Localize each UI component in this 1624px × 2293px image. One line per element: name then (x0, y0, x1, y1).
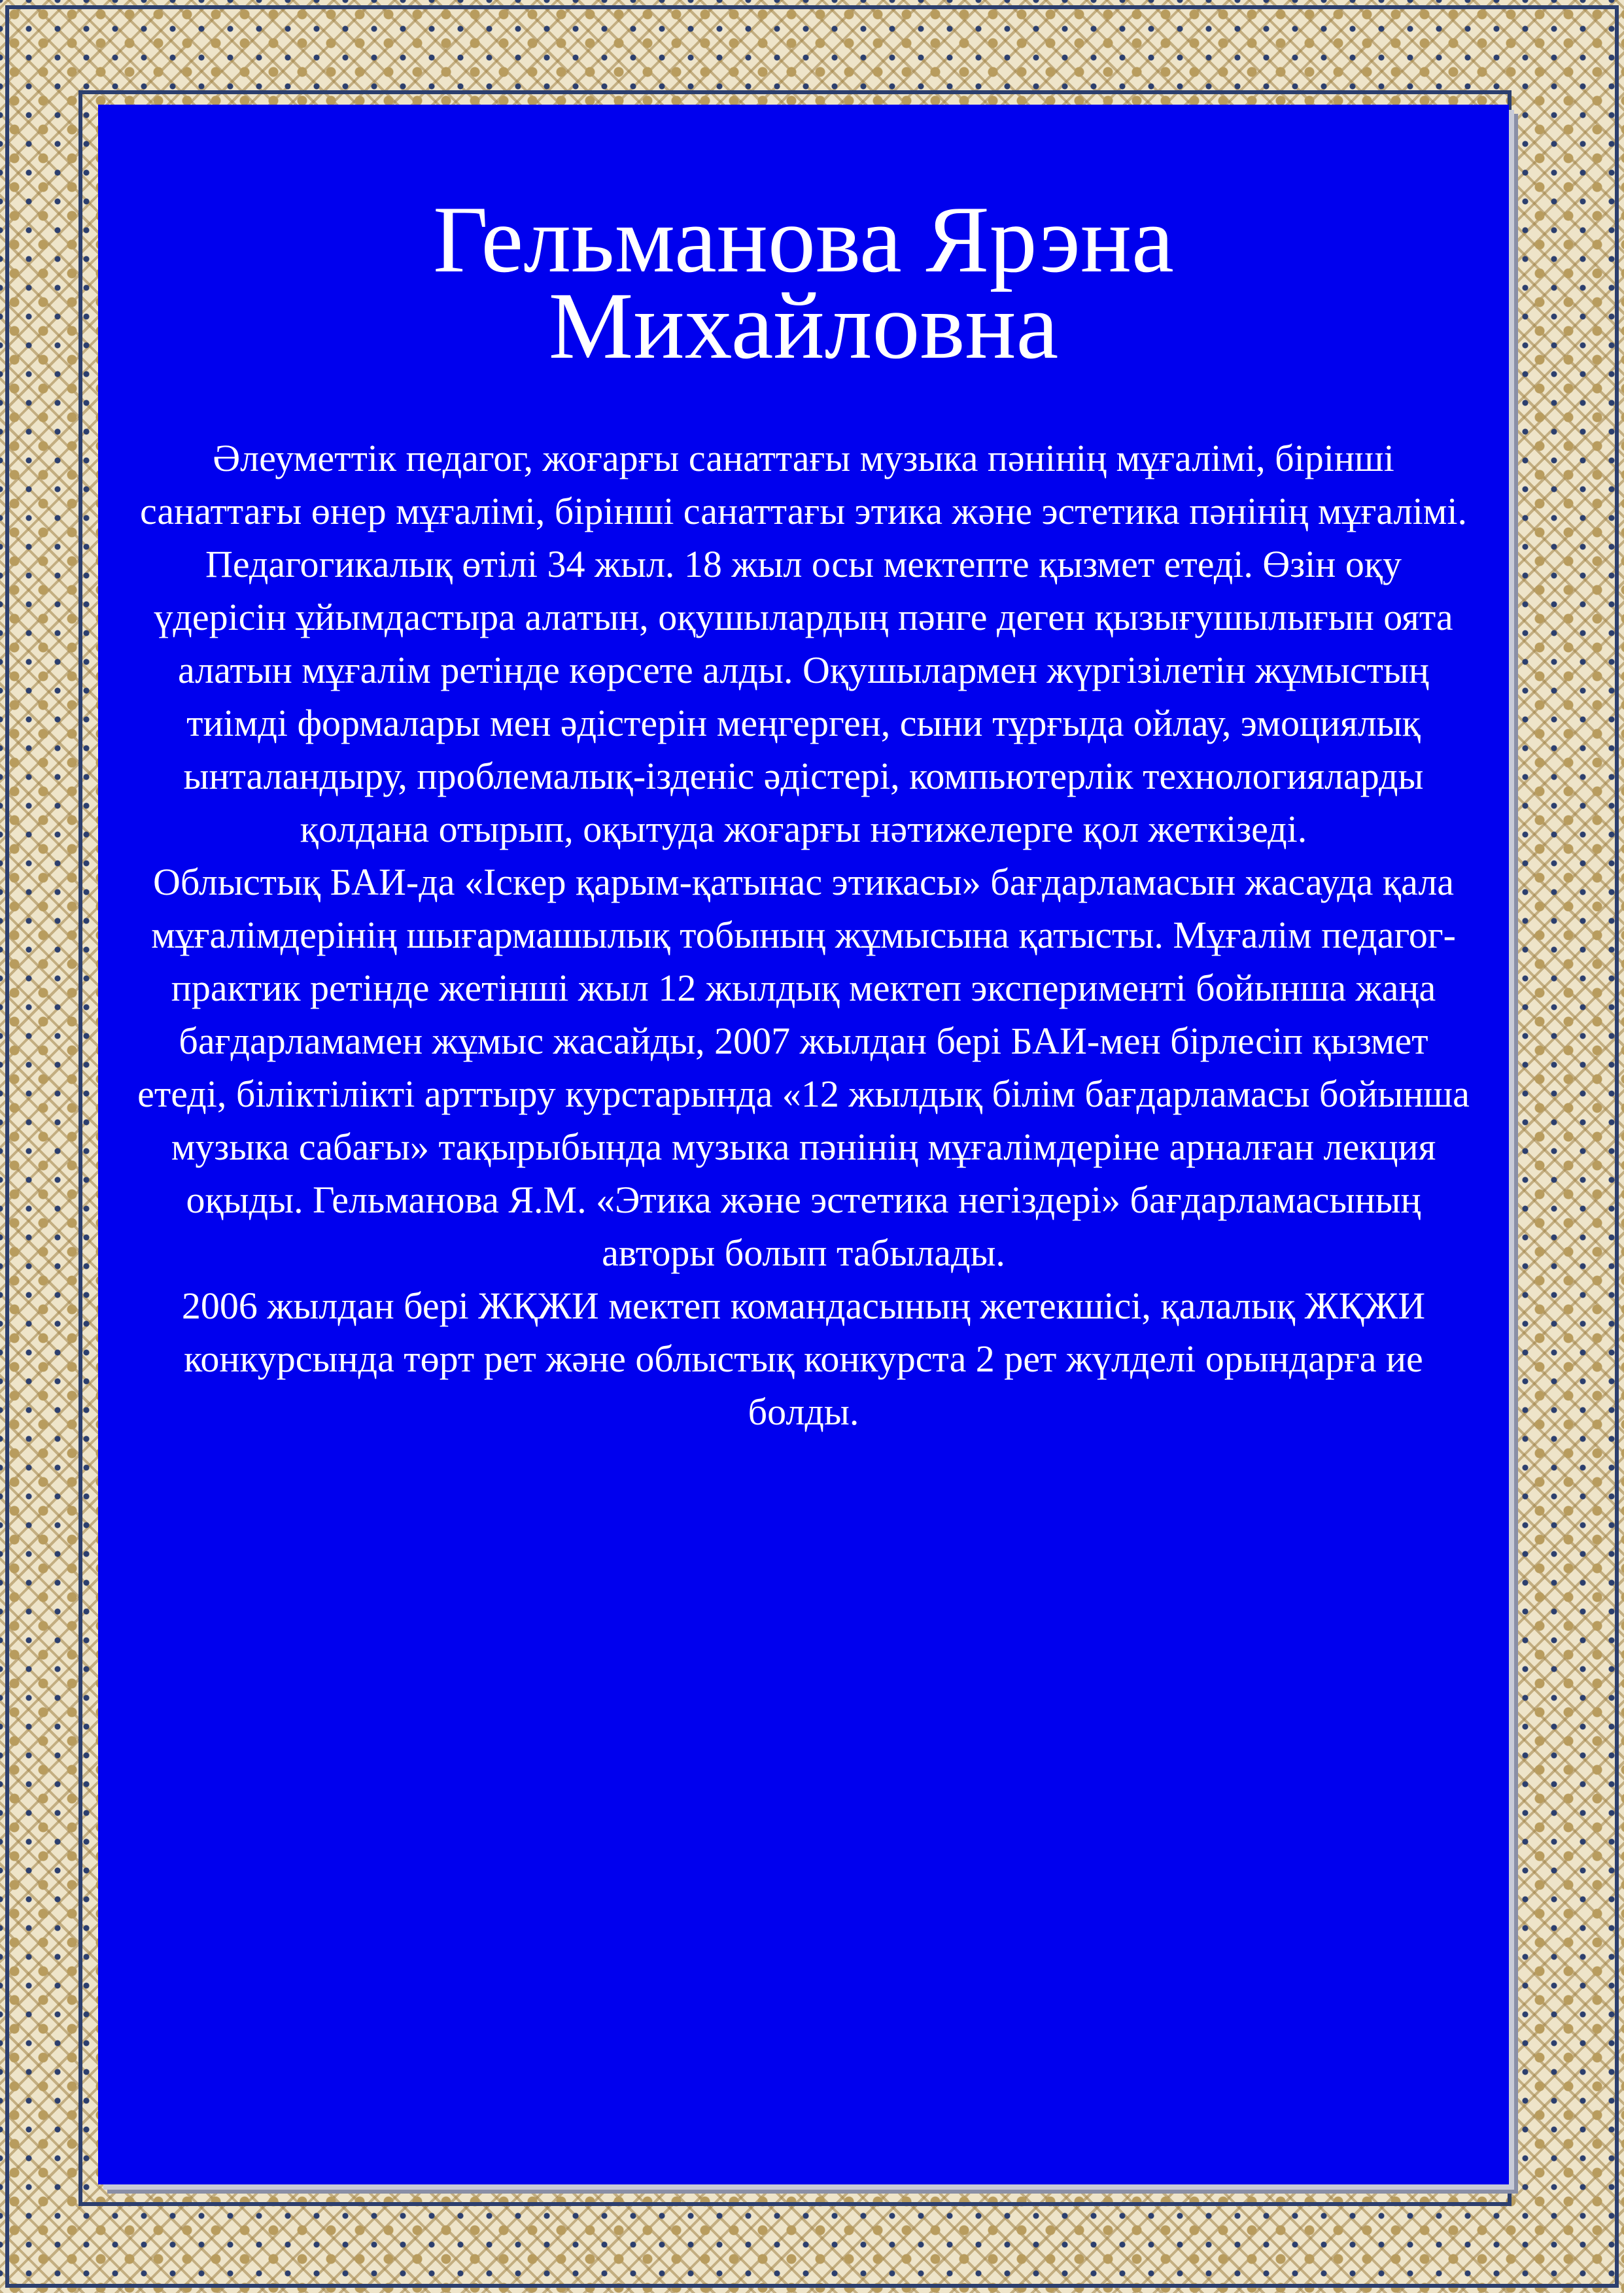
paragraph-3: 2006 жылдан бері ЖҚЖИ мектеп командасының жетекшісі, қалалық ЖҚЖИ конкурсында төрт рет және облыстық конкурста 2 рет жүлделі орындарға ие болды. (181, 1284, 1426, 1433)
page-title: Гельманова Ярэна Михайловна (433, 186, 1174, 379)
paragraph-1: Әлеуметтік педагог, жоғарғы санаттағы музыка пәнінің мұғалімі, бірінші санаттағы өнер мұғалімі, бірінші санаттағы этика және эстетика пәнінің мұғалімі. Педагогикалық өтілі 34 жыл. 18 жыл осы мектепте қызмет етеді. Өзін оқу үдерісін ұйымдастыра алатын, оқушылардың пәнге деген қызығушылығын оята алатын мұғалім ретінде көрсете алды. Оқушылармен жүргізілетін жұмыстың тиімді формалары мен әдістерін меңгерген, сыни тұрғыда ойлау, эмоциялық ынталандыру, проблемалық-ізденіс әдістері, компьютерлік технологияларды қолдана отырып, оқытуда жоғарғы нәтижелерге қол жеткізеді. (139, 437, 1468, 850)
biography-text (137, 432, 1470, 1438)
content-panel (98, 105, 1509, 2184)
paragraph-2: Облыстық БАИ-да «Іскер қарым-қатынас этикасы» бағдарламасын жасауда қала мұғалімдерінің шығармашылық тобының жұмысына қатысты. Мұғалім педагог-практик ретінде жетінші жыл 12 жылдық мектеп эксперименті бойынша жаңа бағдарламамен жұмыс жасайды, 2007 жылдан бері БАИ-мен бірлесіп қызмет етеді, біліктілікті арттыру курстарында «12 жылдық білім бағдарламасы бойынша музыка сабағы» тақырыбында музыка пәнінің мұғалімдеріне арналған лекция оқыды. Гельманова Я.М. «Этика және эстетика негіздері» бағдарламасының авторы болып табылады. (137, 861, 1470, 1274)
